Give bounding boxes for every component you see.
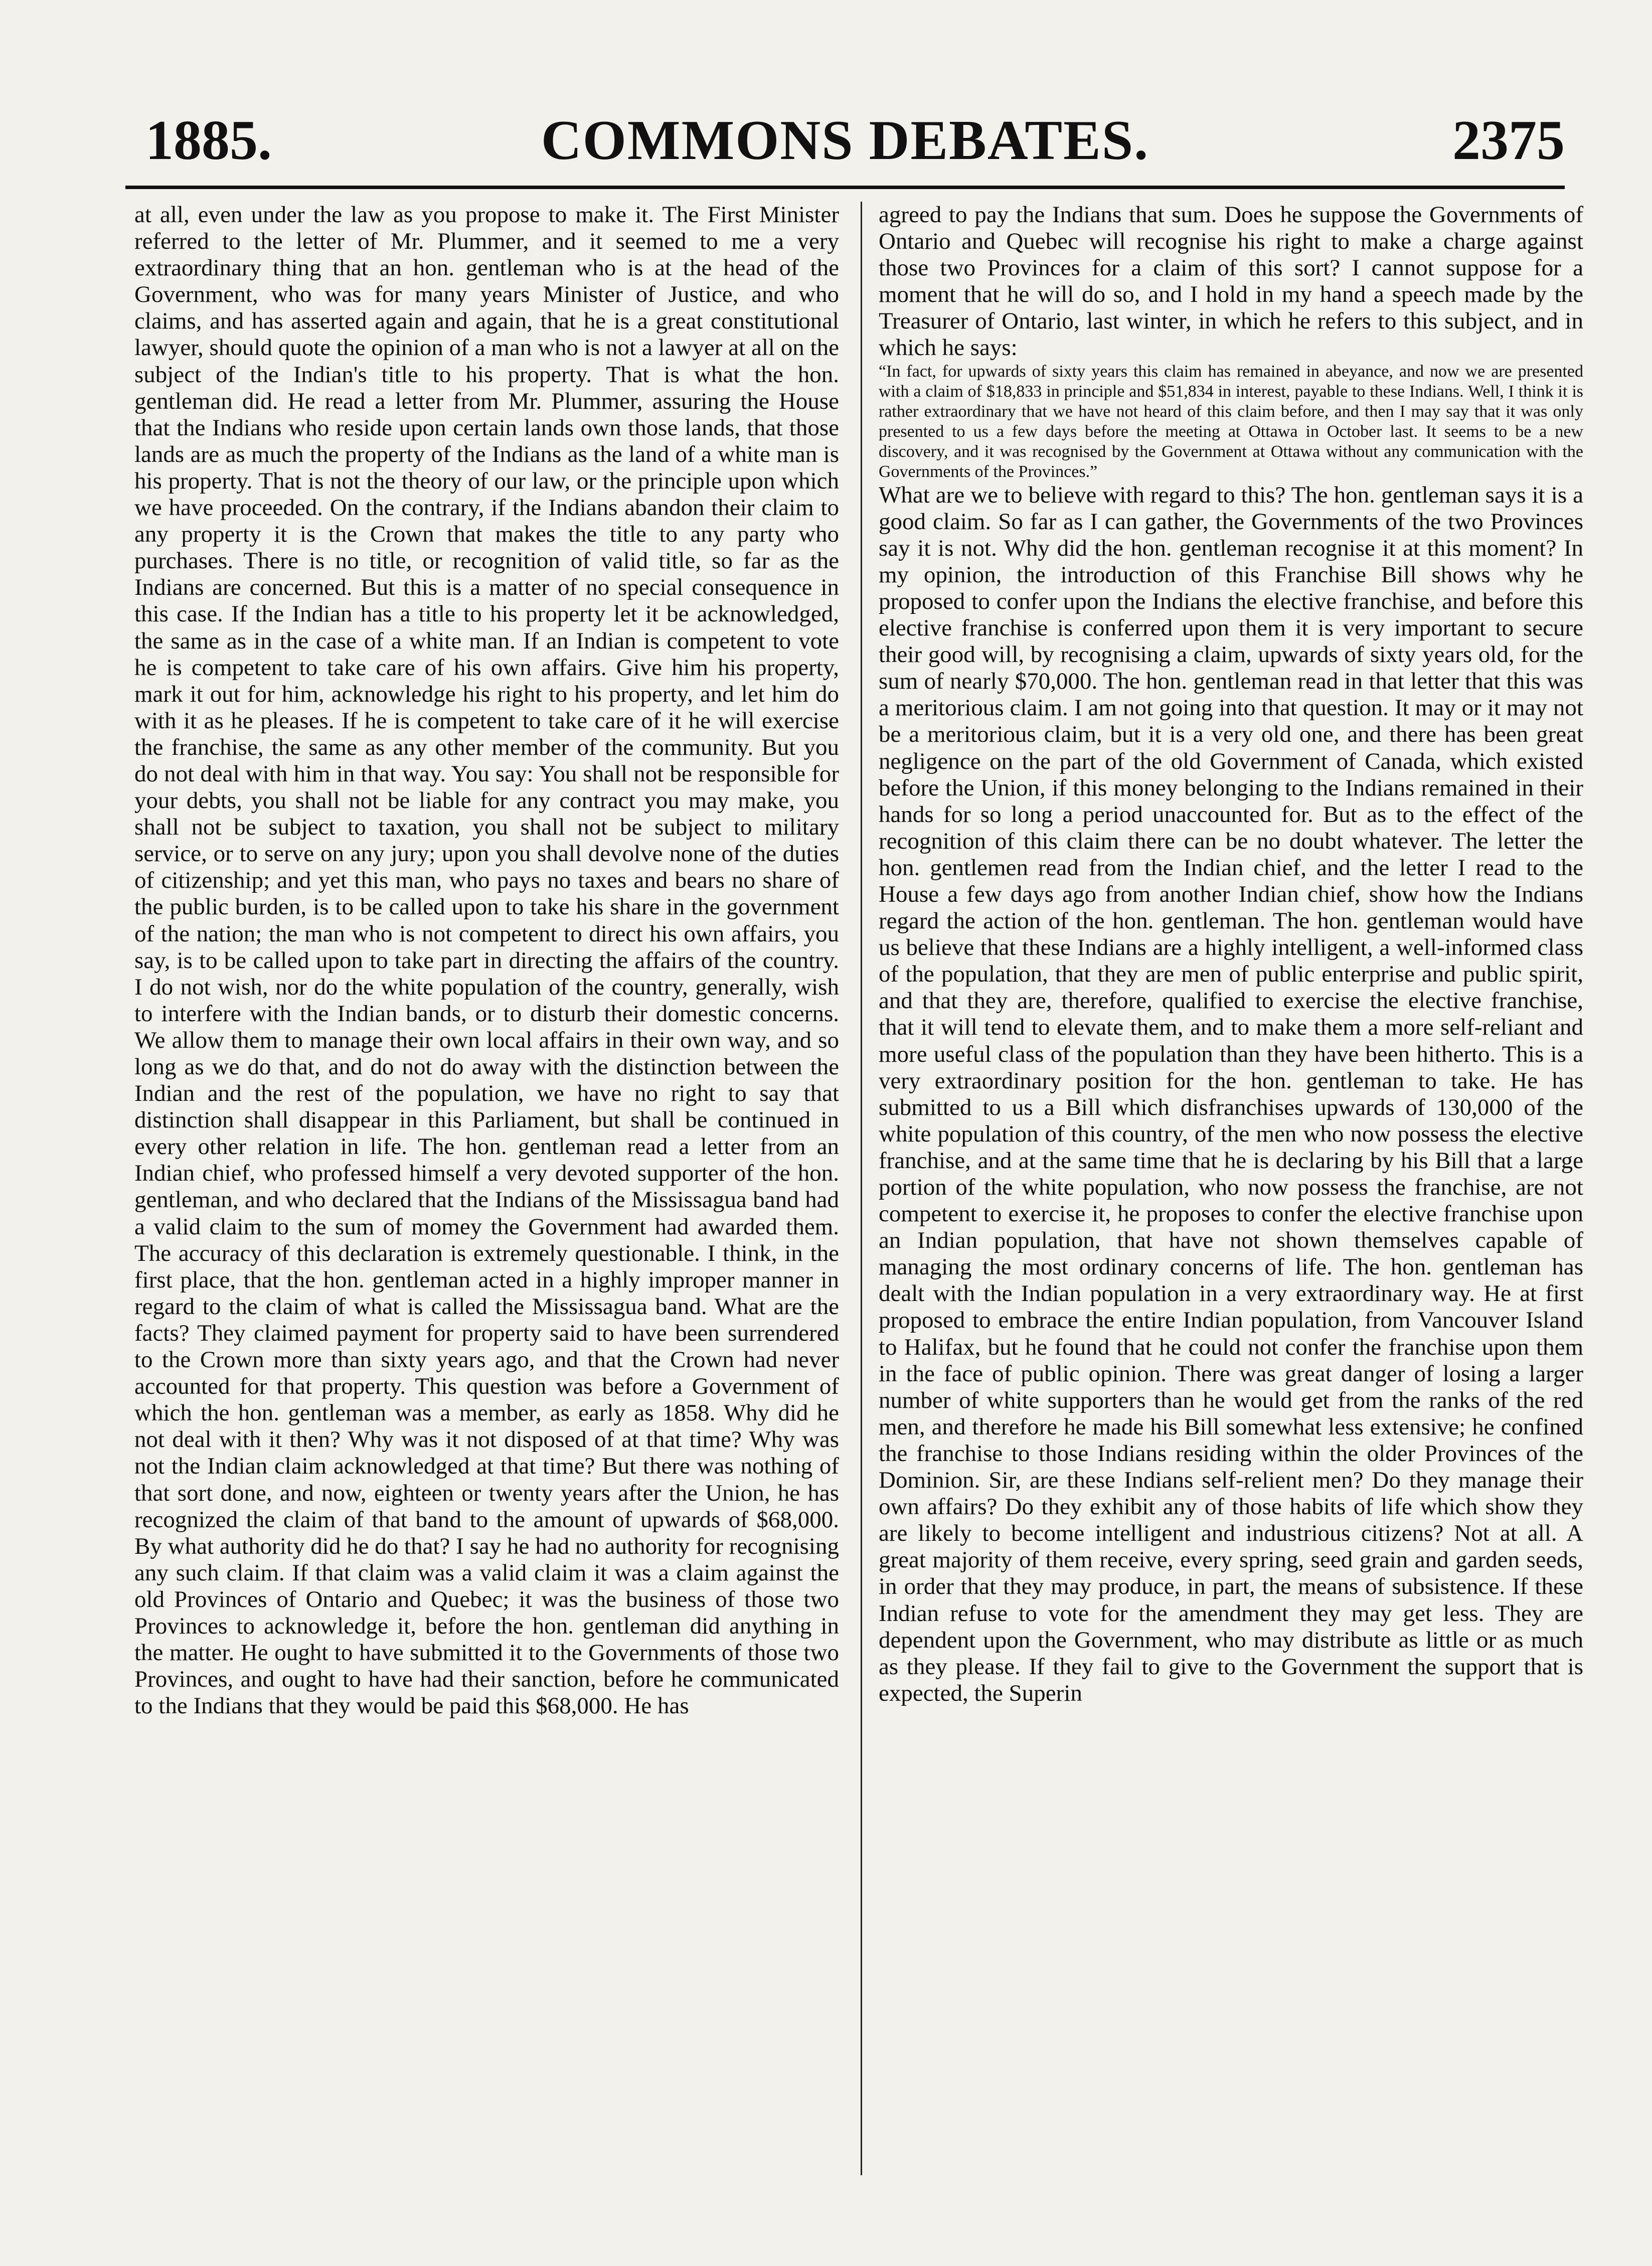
header-year: 1885. <box>145 109 272 172</box>
left-column <box>134 202 839 2175</box>
right-column-text-after-quote: What are we to believe with regard to this? The hon. gentleman says it is a good claim. So far as I can gather, the Governments of the two Provinces say it is not. Why did the hon. gentleman recognise it at this moment? In my opinion, the introduction of this Franchise Bill shows why he proposed to confer upon the Indians the elective franchise, and before this elective franchise is conferred upon them it is very important to secure their good will, by recognising a claim, upwards of sixty years old, for the sum of nearly $70,000. The hon. gentleman read in that letter that this was a meritorious claim. I am not going into that question. It may or it may not be a meritorious claim, but it is a very old one, and there has been great negligence on the part of the old Government of Canada, which existed before the Union, if this money belonging to the Indians remained in their hands for so long a period unaccounted for. But as to the effect of the recognition of this claim there can be no doubt whatever. The letter the hon. gentlemen read from the Indian chief, and the letter I read to the House a few days ago from another Indian chief, show how the Indians regard the action of the hon. gentleman. The hon. gentleman would have us believe that these Indians are a highly intelligent, a well-informed class of the population, that they are men of public enterprise and public spirit, and that they are, therefore, qualified to exercise the elective franchise, that it will tend to elevate them, and to make them a more self-reliant and more useful class of the population than they have been hitherto. This is a very extraordinary position for the hon. gentleman to take. He has submitted to us a Bill which disfranchises upwards of 130,000 of the white population of this country, of the men who now possess the elective franchise, and at the same time that he is declaring by his Bill that a large portion of the white population, who now possess the franchise, are not competent to exercise it, he proposes to confer the elective franchise upon an Indian population, that have not shown themselves capable of managing the most ordinary concerns of life. The hon. gentleman has dealt with the Indian population in a very extraordinary way. He at first proposed to embrace the entire Indian population, from Vancouver Island to Halifax, but he found that he could not confer the franchise upon them in the face of public opinion. There was great danger of losing a larger number of white supporters than he would get from the ranks of the red men, and therefore he made his Bill somewhat less extensive; he confined the franchise to those Indians residing within the older Provinces of the Dominion. Sir, are these Indians self-relient men? Do they manage their own affairs? Do they exhibit any of those habits of life which show they are likely to become intelligent and industrious citizens? Not at all. A great majority of them receive, every spring, seed grain and garden seeds, in order that they may produce, in part, the means of subsistence. If these Indian refuse to vote for the amendment they may get less. They are dependent upon the Government, who may distribute as little or as much as they please. If they fail to give to the Government the support that is expected, the Superin <box>879 481 1583 1706</box>
header-page-number: 2375 <box>1452 109 1565 172</box>
block-quote: “In fact, for upwards of sixty years this claim has remained in abeyance, and now we are presented with a claim of $18,833 in principle and $51,834 in interest, payable to these Indians. Well, I think it is rather extraordinary that we have not heard of this claim before, and then I may say that it was only presented to us a few days before the meeting at Ottawa in October last. It seems to be a new discovery, and it was recognised by the Government at Ottawa without any communication with the Governments of the Provinces.” <box>879 362 1583 481</box>
column-divider <box>861 202 862 2175</box>
header-title: COMMONS DEBATES. <box>541 109 1149 172</box>
header-rule <box>125 186 1565 189</box>
page-header <box>125 103 1565 178</box>
right-column <box>879 202 1583 2175</box>
left-column-text: at all, even under the law as you propose to make it. The First Minister referred to the letter of Mr. Plummer, and it seemed to me a very extraordinary thing that an hon. gentleman who is at the head of the Government, who was for many years Minister of Justice, and who claims, and has asserted again and again, that he is a great constitutional lawyer, should quote the opinion of a man who is not a lawyer at all on the subject of the Indian's title to his property. That is what the hon. gentleman did. He read a letter from Mr. Plummer, assuring the House that the Indians who reside upon certain lands own those lands, that those lands are as much the property of the Indians as the land of a white man is his property. That is not the theory of our law, or the principle upon which we have proceeded. On the contrary, if the Indians abandon their claim to any property it is the Crown that makes the title to any party who purchases. There is no title, or recognition of valid title, so far as the Indians are concerned. But this is a matter of no special consequence in this case. If the Indian has a title to his property let it be acknowledged, the same as in the case of a white man. If an Indian is competent to vote he is competent to take care of his own affairs. Give him his property, mark it out for him, acknowledge his right to his property, and let him do with it as he pleases. If he is competent to take care of it he will exercise the franchise, the same as any other member of the community. But you do not deal with him in that way. You say: You shall not be responsible for your debts, you shall not be liable for any contract you may make, you shall not be subject to taxation, you shall not be subject to military service, or to serve on any jury; upon you shall devolve none of the duties of citizenship; and yet this man, who pays no taxes and bears no share of the public burden, is to be called upon to take his share in the government of the nation; the man who is not competent to direct his own affairs, you say, is to be called upon to take part in directing the affairs of the country. I do not wish, nor do the white population of the country, generally, wish to interfere with the Indian bands, or to disturb their domestic concerns. We allow them to manage their own local affairs in their own way, and so long as we do that, and do not do away with the distinction between the Indian and the rest of the population, we have no right to say that distinction shall disappear in this Parliament, but shall be continued in every other relation in life. The hon. gentleman read a letter from an Indian chief, who professed himself a very devoted supporter of the hon. gentleman, and who declared that the Indians of the Mississagua band had a valid claim to the sum of momey the Government had awarded them. The accuracy of this declaration is extremely questionable. I think, in the first place, that the hon. gentleman acted in a highly improper manner in regard to the claim of what is called the Mississagua band. What are the facts? They claimed payment for property said to have been surrendered to the Crown more than sixty years ago, and that the Crown had never accounted for that property. This question was before a Government of which the hon. gentleman was a member, as early as 1858. Why did he not deal with it then? Why was it not disposed of at that time? Why was not the Indian claim acknowledged at that time? But there was nothing of that sort done, and now, eighteen or twenty years after the Union, he has recognized the claim of that band to the amount of upwards of $68,000. By what authority did he do that? I say he had no authority for recognising any such claim. If that claim was a valid claim it was a claim against the old Provinces of Ontario and Quebec; it was the business of those two Provinces to acknowledge it, before the hon. gentleman did anything in the matter. He ought to have submitted it to the Governments of those two Provinces, and ought to have had their sanction, before he communicated to the Indians that they would be paid this $68,000. He has <box>134 202 839 1719</box>
right-column-text-before-quote: agreed to pay the Indians that sum. Does he suppose the Governments of Ontario and Quebec will recognise his right to make a charge against those two Provinces for a claim of this sort? I cannot suppose for a moment that he will do so, and I hold in my hand a speech made by the Treasurer of Ontario, last winter, in which he refers to this subject, and in which he says: <box>879 202 1583 361</box>
